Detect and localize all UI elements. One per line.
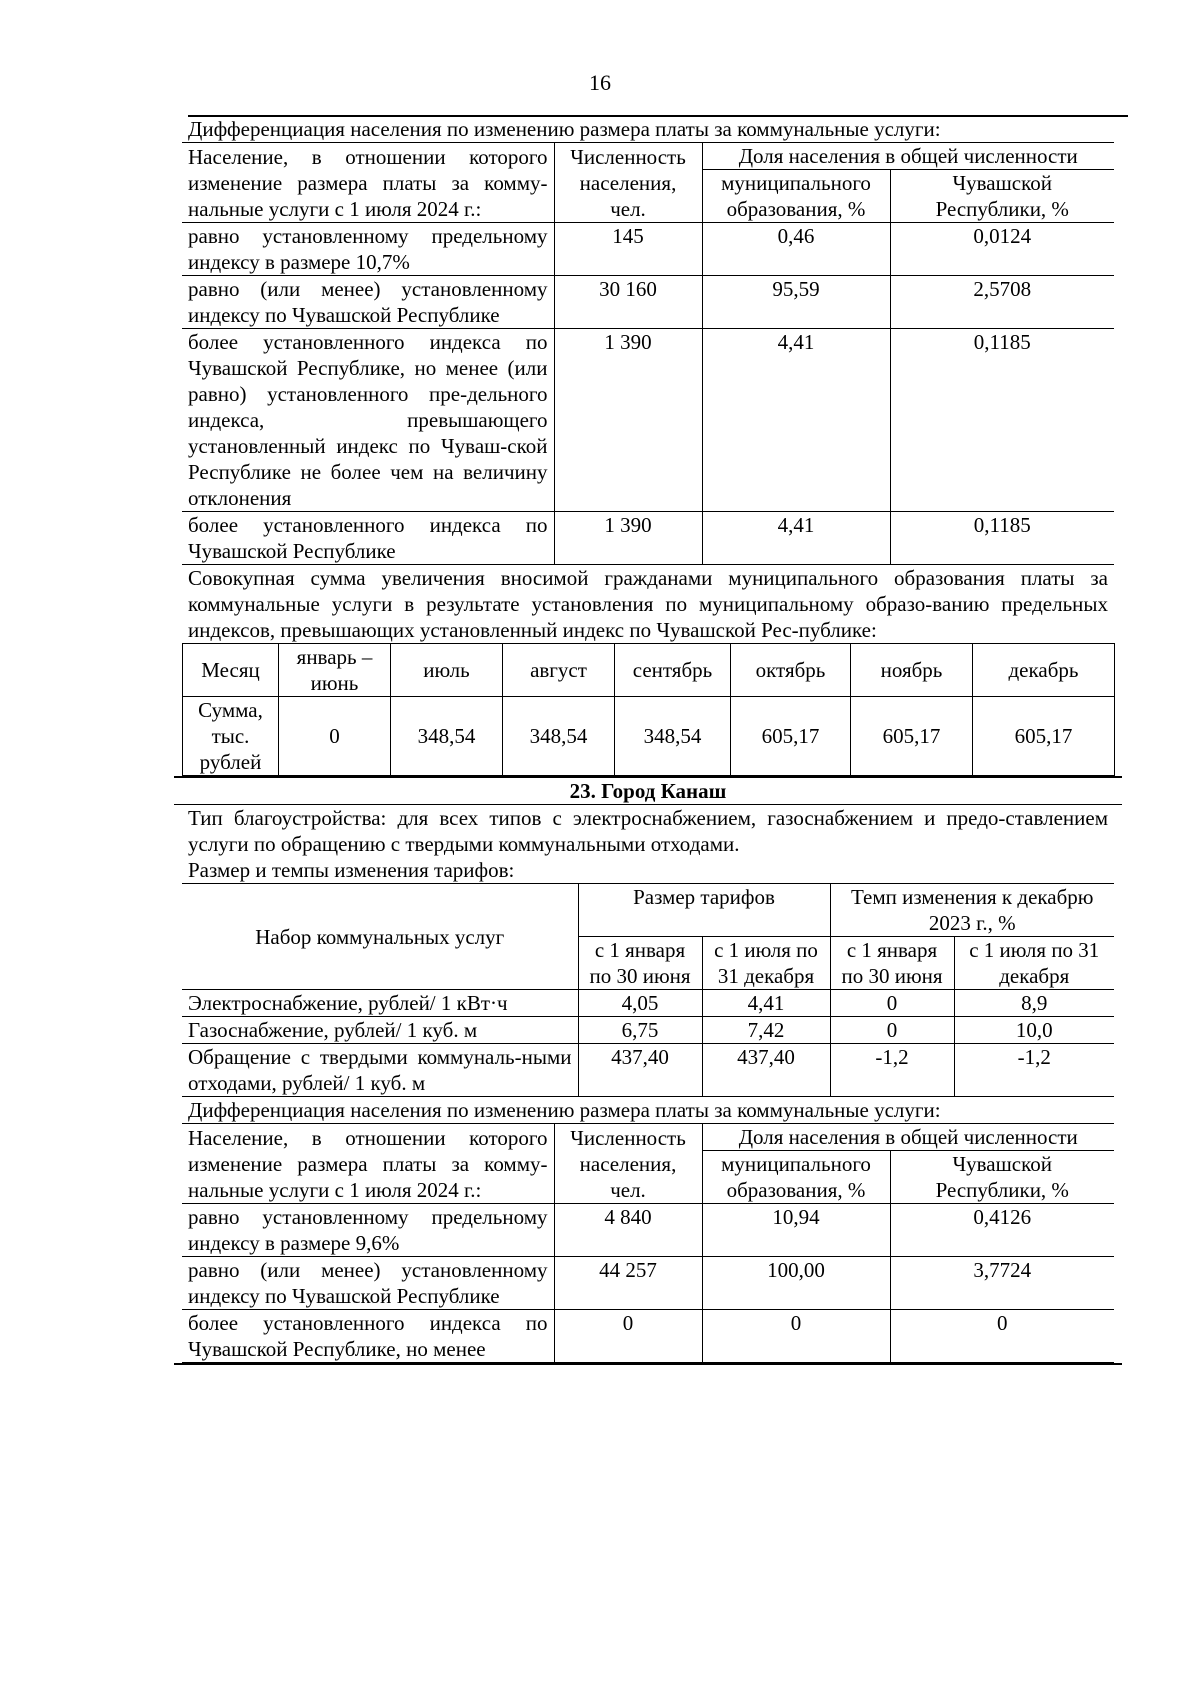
months-row-label: Сумма, тыс. рублей <box>183 697 279 776</box>
month-header: сентябрь <box>615 644 731 697</box>
diff2-header-population: Население, в отношении которого изменение размера платы за комму-нальные услуги с 1 июля 2024 г.: <box>182 1124 554 1204</box>
table-row <box>182 990 1114 1017</box>
tariffs-header-period: с 1 июля по 31 декабря <box>954 937 1114 990</box>
diff1-header-republic: Чувашской Республики, % <box>890 170 1114 223</box>
diff1-row-municipal: 95,59 <box>702 276 890 329</box>
diff2-header-share: Доля населения в общей численности <box>702 1124 1114 1151</box>
diff1-caption: Дифференциация населения по изменению размера платы за коммунальные услуги: <box>188 117 941 141</box>
month-value: 348,54 <box>615 697 731 776</box>
diff2-row-label: равно (или менее) установленному индексу по Чувашской Республике <box>182 1257 554 1310</box>
diff1-header-population: Население, в отношении которого изменение размера платы за комму-нальные услуги с 1 июля 2024 г.: <box>182 143 554 223</box>
tariffs-table <box>182 883 1114 1097</box>
month-value: 348,54 <box>503 697 615 776</box>
tariffs-header-rate: Темп изменения к декабрю 2023 г., % <box>830 884 1114 937</box>
table-row <box>182 1257 1114 1310</box>
tariff-value: 4,41 <box>702 990 830 1017</box>
diff1-row-republic: 0,1185 <box>890 329 1114 512</box>
diff1-row-count: 30 160 <box>554 276 702 329</box>
tariffs-header-period: с 1 января по 30 июня <box>578 937 702 990</box>
diff2-header-republic: Чувашской Республики, % <box>890 1151 1114 1204</box>
diff2-row-republic: 0,4126 <box>890 1204 1114 1257</box>
month-header: июль <box>391 644 503 697</box>
month-header: ноябрь <box>851 644 973 697</box>
diff2-row-municipal: 0 <box>702 1310 890 1363</box>
month-value: 605,17 <box>851 697 973 776</box>
month-header: январь – июнь <box>279 644 391 697</box>
table-row <box>182 1204 1114 1257</box>
tariffs-header-size: Размер тарифов <box>578 884 830 937</box>
diff2-row-count: 0 <box>554 1310 702 1363</box>
tariff-value: 437,40 <box>702 1044 830 1097</box>
table-row <box>182 329 1114 512</box>
diff1-row-label: равно установленному предельному индексу в размере 10,7% <box>182 223 554 276</box>
tariff-value: 437,40 <box>578 1044 702 1097</box>
diff1-row-label: равно (или менее) установленному индексу по Чувашской Республике <box>182 276 554 329</box>
diff1-row-municipal: 4,41 <box>702 329 890 512</box>
table-row <box>183 697 1115 776</box>
diff2-header-municipal: муниципального образования, % <box>702 1151 890 1204</box>
table-row <box>182 276 1114 329</box>
diff2-row-count: 44 257 <box>554 1257 702 1310</box>
diff1-header-share: Доля населения в общей численности <box>702 143 1114 170</box>
diff1-row-label: более установленного индекса по Чувашской Республике <box>182 512 554 565</box>
diff1-row-count: 145 <box>554 223 702 276</box>
diff1-header-municipal: муниципального образования, % <box>702 170 890 223</box>
diff1-row-count: 1 390 <box>554 329 702 512</box>
months-header-label: Месяц <box>183 644 279 697</box>
month-header: август <box>503 644 615 697</box>
months-table <box>182 643 1115 776</box>
tariff-value: 8,9 <box>954 990 1114 1017</box>
table-row <box>182 1017 1114 1044</box>
diff1-header-count: Численность населения, чел. <box>554 143 702 223</box>
diff2-caption: Дифференциация населения по изменению размера платы за коммунальные услуги: <box>188 1098 941 1122</box>
tariff-service-name: Электроснабжение, рублей/ 1 кВт·ч <box>182 990 578 1017</box>
tariffs-header-services: Набор коммунальных услуг <box>182 884 578 990</box>
improvement-type: Тип благоустройства: для всех типов с электроснабжением, газоснабжением и предо-ставлением услуги по обращению с твердыми коммунальными отходами. <box>188 806 1108 856</box>
bottom-rule <box>174 1363 1122 1365</box>
tariffs-caption: Размер и темпы изменения тарифов: <box>188 858 515 882</box>
sum-paragraph: Совокупная сумма увеличения вносимой гражданами муниципального образования платы за коммунальные услуги в результате установления по муниципальному образо-ванию предельных индексов, превышающих установленный индекс по Чувашской Рес-публике: <box>188 566 1108 642</box>
tariff-service-name: Обращение с твердыми коммуналь-ными отходами, рублей/ 1 куб. м <box>182 1044 578 1097</box>
tariff-value: 7,42 <box>702 1017 830 1044</box>
tariff-value: 4,05 <box>578 990 702 1017</box>
diff1-row-republic: 0,1185 <box>890 512 1114 565</box>
month-header: октябрь <box>731 644 851 697</box>
month-value: 605,17 <box>973 697 1115 776</box>
month-header: декабрь <box>973 644 1115 697</box>
diff1-row-label: более установленного индекса по Чувашской Республике, но менее (или равно) установленного пре-дельного индекса, превышающего установленный индекс по Чуваш-ской Республике не более чем на величину отклонения <box>182 329 554 512</box>
tariffs-header-period: с 1 января по 30 июня <box>830 937 954 990</box>
tariff-value: 0 <box>830 1017 954 1044</box>
tariff-value: 0 <box>830 990 954 1017</box>
diff2-row-republic: 0 <box>890 1310 1114 1363</box>
diff2-row-municipal: 10,94 <box>702 1204 890 1257</box>
month-value: 0 <box>279 697 391 776</box>
month-value: 605,17 <box>731 697 851 776</box>
tariff-value: -1,2 <box>830 1044 954 1097</box>
diff2-row-label: равно установленному предельному индексу в размере 9,6% <box>182 1204 554 1257</box>
diff2-header-count: Численность населения, чел. <box>554 1124 702 1204</box>
diff1-table <box>182 142 1114 565</box>
diff2-row-count: 4 840 <box>554 1204 702 1257</box>
page-content <box>188 116 1108 1365</box>
table-row <box>182 223 1114 276</box>
month-value: 348,54 <box>391 697 503 776</box>
tariff-value: -1,2 <box>954 1044 1114 1097</box>
tariff-value: 6,75 <box>578 1017 702 1044</box>
table-row <box>182 512 1114 565</box>
tariff-service-name: Газоснабжение, рублей/ 1 куб. м <box>182 1017 578 1044</box>
tariffs-header-period: с 1 июля по 31 декабря <box>702 937 830 990</box>
page-number: 16 <box>589 70 611 95</box>
diff2-row-republic: 3,7724 <box>890 1257 1114 1310</box>
diff1-row-municipal: 4,41 <box>702 512 890 565</box>
table-row <box>182 1310 1114 1363</box>
table-row <box>182 1044 1114 1097</box>
diff2-row-municipal: 100,00 <box>702 1257 890 1310</box>
diff1-row-republic: 0,0124 <box>890 223 1114 276</box>
diff1-row-republic: 2,5708 <box>890 276 1114 329</box>
diff2-table <box>182 1123 1114 1363</box>
diff1-row-count: 1 390 <box>554 512 702 565</box>
diff1-row-municipal: 0,46 <box>702 223 890 276</box>
tariff-value: 10,0 <box>954 1017 1114 1044</box>
section-title: 23. Город Канаш <box>569 779 727 803</box>
diff2-row-label: более установленного индекса по Чувашской Республике, но менее <box>182 1310 554 1363</box>
